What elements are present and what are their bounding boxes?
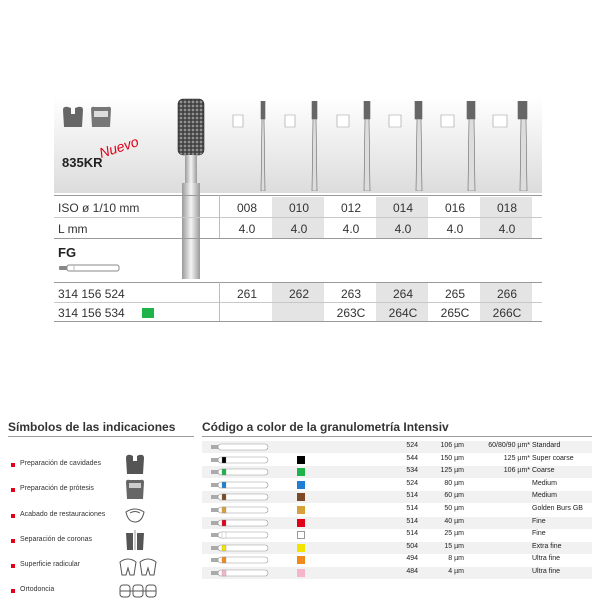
grit-row	[202, 529, 592, 541]
table-rule	[54, 195, 542, 196]
grit-size-alt: 125 µm*	[503, 454, 530, 462]
grit-label: Ultra fine	[532, 568, 561, 575]
bullet	[11, 564, 15, 568]
grit-code: 514	[406, 517, 418, 525]
grit-color-swatch	[297, 544, 305, 552]
bur-shaft-icon	[210, 441, 270, 453]
grit-size: 8 µm	[448, 555, 464, 563]
grit-rows	[202, 437, 592, 597]
iso-value: 012	[340, 201, 362, 215]
grit-color-swatch	[297, 456, 305, 464]
crown-separation-icon	[124, 529, 146, 551]
grit-size: 150 µm	[440, 454, 464, 462]
length-value: 4.0	[290, 222, 308, 236]
symbol-label: Acabado de restauraciones	[20, 511, 106, 518]
new-badge: Nuevo	[97, 133, 141, 161]
grit-row	[202, 479, 592, 491]
length-value: 4.0	[498, 222, 516, 236]
iso-value: 016	[444, 201, 466, 215]
grit-code: 514	[406, 505, 418, 512]
bur-shaft-icon	[210, 504, 270, 516]
grit-size: 60 µm	[444, 492, 464, 500]
grit-row	[202, 454, 592, 466]
product-table	[54, 97, 542, 322]
grit-row	[202, 466, 592, 478]
grit-code: 484	[406, 568, 418, 575]
grit-code: 544	[406, 454, 418, 462]
grit-label: Super coarse	[532, 454, 574, 462]
grit-color-swatch	[297, 556, 305, 564]
grit-label: Fine	[532, 517, 546, 525]
bur-shaft-icon	[210, 517, 270, 529]
ref-label-524: 314 156 524	[58, 287, 125, 301]
grit-label: Golden Burs GB	[532, 505, 583, 512]
fg-shank-icon	[58, 263, 120, 273]
grit-color-swatch	[297, 468, 305, 476]
root-surface-icon	[118, 556, 158, 576]
grit-size: 4 µm	[448, 568, 464, 575]
grit-color-swatch	[297, 519, 305, 527]
bur-shaft-icon	[210, 466, 270, 478]
ref-value: 265C	[440, 306, 470, 320]
grit-color-swatch	[297, 569, 305, 577]
grit-code: 534	[406, 467, 418, 475]
length-value: 4.0	[446, 222, 464, 236]
grit-code: 504	[406, 542, 418, 550]
column-divider	[219, 282, 220, 321]
grit-label: Medium	[532, 492, 557, 500]
length-value: 4.0	[342, 222, 360, 236]
symbol-label: Separación de coronas	[20, 536, 92, 543]
grit-row	[202, 517, 592, 529]
grit-size: 15 µm	[444, 542, 464, 550]
symbol-row	[8, 453, 194, 477]
ref-value: 263	[340, 287, 362, 301]
bullet	[11, 488, 15, 492]
ref-value: 264	[392, 287, 414, 301]
grit-label: Extra fine	[532, 542, 562, 550]
ref-label-534: 314 156 534	[58, 306, 125, 320]
grit-label: Fine	[532, 530, 546, 538]
grit-size: 50 µm	[444, 505, 464, 512]
restoration-finishing-icon	[124, 504, 146, 526]
ref-value: 262	[288, 287, 310, 301]
symbol-label: Preparación de cavidades	[20, 460, 101, 467]
tooth-cavity-icon	[124, 453, 146, 475]
grit-color-swatch	[297, 506, 305, 514]
tooth-crown-icon	[88, 105, 114, 129]
bur-shaft-icon	[210, 567, 270, 579]
row-label-length: L mm	[58, 222, 88, 236]
grit-color-table	[202, 420, 592, 597]
grit-code: 524	[406, 442, 418, 449]
ref-value: 266	[496, 287, 518, 301]
tooth-cavity-icon	[60, 105, 86, 129]
grit-code: 514	[406, 530, 418, 538]
table-rule	[54, 302, 542, 303]
symbol-label: Superficie radicular	[20, 561, 80, 568]
grit-title: Código a color de la granulometría Intensiv	[202, 420, 592, 437]
bullet	[11, 589, 15, 593]
bur-shaft-icon	[210, 491, 270, 503]
grit-size-alt: 106 µm*	[503, 467, 530, 475]
diamond-bur-illustration	[172, 97, 212, 279]
table-rule	[54, 282, 542, 283]
grit-color-swatch	[297, 493, 305, 501]
ref-value: 265	[444, 287, 466, 301]
iso-value: 018	[496, 201, 518, 215]
length-value: 4.0	[238, 222, 256, 236]
orthodontics-icon	[118, 581, 158, 600]
grit-row	[202, 554, 592, 566]
grit-size-alt: 60/80/90 µm*	[488, 442, 530, 449]
grit-code: 524	[406, 479, 418, 487]
column-divider	[219, 195, 220, 238]
symbol-row	[8, 554, 194, 578]
table-rule	[54, 238, 542, 239]
grit-label: Standard	[532, 442, 561, 449]
iso-value: 010	[288, 201, 310, 215]
iso-value: 014	[392, 201, 414, 215]
ref-value: 263C	[336, 306, 366, 320]
grit-swatch-green	[142, 308, 154, 318]
grit-row	[202, 567, 592, 579]
bur-shaft-icon	[210, 479, 270, 491]
bur-shaft-icon	[210, 454, 270, 466]
row-label-iso: ISO ø 1/10 mm	[58, 201, 140, 215]
grit-row	[202, 441, 592, 453]
table-rule	[54, 321, 542, 322]
grit-color-swatch	[297, 531, 305, 539]
bullet	[11, 514, 15, 518]
symbol-row	[8, 579, 194, 600]
grit-row	[202, 542, 592, 554]
grit-size: 40 µm	[444, 517, 464, 525]
symbol-row	[8, 504, 194, 528]
grit-color-swatch	[297, 481, 305, 489]
grit-size: 80 µm	[444, 479, 464, 487]
symbol-label: Ortodoncia	[20, 586, 55, 593]
symbol-label: Preparación de prótesis	[20, 485, 94, 492]
ref-value: 261	[236, 287, 258, 301]
bur-shaft-icon	[210, 542, 270, 554]
table-rule	[54, 217, 542, 218]
bur-shaft-icon	[210, 529, 270, 541]
grit-row	[202, 491, 592, 503]
grit-size: 125 µm	[440, 467, 464, 475]
bullet	[11, 539, 15, 543]
shank-type-label: FG	[58, 245, 77, 260]
symbols-legend	[8, 420, 194, 600]
grit-row	[202, 504, 592, 516]
symbol-row	[8, 529, 194, 553]
grit-label: Ultra fine	[532, 555, 561, 563]
iso-value: 008	[236, 201, 258, 215]
product-code: 835KR	[62, 155, 103, 170]
symbol-row	[8, 478, 194, 502]
ref-value: 264C	[388, 306, 418, 320]
grit-label: Coarse	[532, 467, 555, 475]
symbols-title: Símbolos de las indicaciones	[8, 420, 194, 437]
grit-size: 25 µm	[444, 530, 464, 538]
bur-profile-row	[219, 101, 539, 191]
length-value: 4.0	[394, 222, 412, 236]
tooth-crown-icon	[124, 478, 146, 500]
grit-label: Medium	[532, 479, 557, 487]
grit-size: 106 µm	[440, 442, 464, 449]
grit-code: 514	[406, 492, 418, 500]
bur-shaft-icon	[210, 554, 270, 566]
bullet	[11, 463, 15, 467]
grit-code: 494	[406, 555, 418, 563]
ref-value: 266C	[492, 306, 522, 320]
